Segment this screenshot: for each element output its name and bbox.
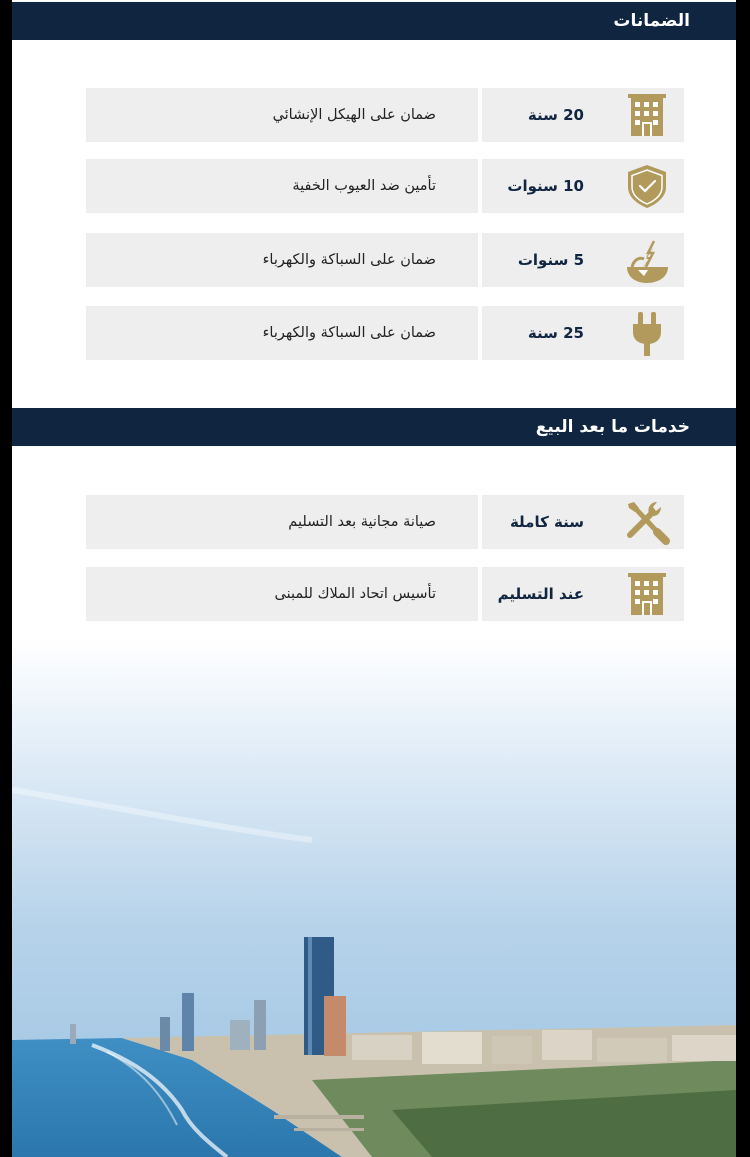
after-sales-row-maintenance [86, 495, 684, 549]
after-sales-title: خدمات ما بعد البيع [535, 417, 690, 437]
row-description: صيانة مجانية بعد التسليم [86, 495, 478, 549]
building-icon [624, 92, 670, 138]
row-duration: 5 سنوات [482, 233, 684, 287]
row-description: ضمان على الهيكل الإنشائي [86, 88, 478, 142]
plug-icon [624, 310, 670, 356]
warranty-row-plumbing-electric-5 [86, 233, 684, 287]
tools-icon [624, 499, 670, 545]
after-sales-row-owners-association [86, 567, 684, 621]
building-icon [624, 571, 670, 617]
plumbing-electric-icon [624, 237, 670, 283]
warranties-title: الضمانات [613, 11, 690, 31]
row-description: ضمان على السباكة والكهرباء [86, 306, 478, 360]
row-description: ضمان على السباكة والكهرباء [86, 233, 478, 287]
after-sales-header [12, 408, 736, 446]
warranty-row-hidden-defects [86, 159, 684, 213]
row-duration: عند التسليم [482, 567, 684, 621]
page [12, 0, 736, 1157]
row-description: تأمين ضد العيوب الخفية [86, 159, 478, 213]
row-duration: 20 سنة [482, 88, 684, 142]
warranty-row-structure [86, 88, 684, 142]
shield-check-icon [624, 163, 670, 209]
warranties-header [12, 2, 736, 40]
warranty-row-plumbing-electric-25 [86, 306, 684, 360]
city-skyline-image [12, 640, 736, 1157]
row-duration: 25 سنة [482, 306, 684, 360]
row-duration: 10 سنوات [482, 159, 684, 213]
row-description: تأسيس اتحاد الملاك للمبنى [86, 567, 478, 621]
row-duration: سنة كاملة [482, 495, 684, 549]
